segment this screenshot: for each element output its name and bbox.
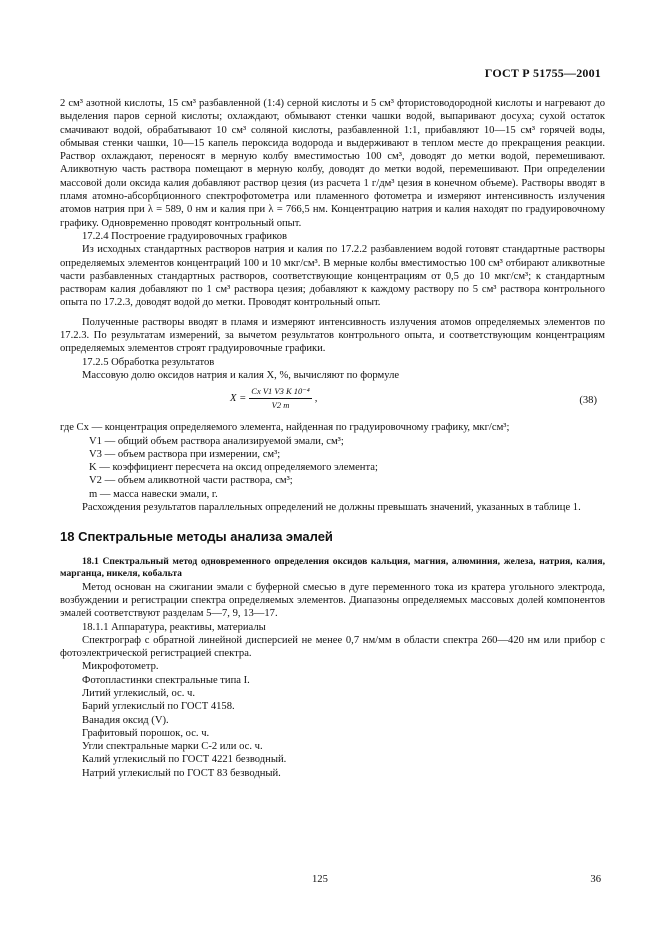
paragraph-method: Метод основан на сжигании эмали с буферной смесью в дуге переменного тока из кратера угольного электрода, возбуждении и регистрации спектра определяемых элементов. Диапазоны определяемых массовых долей компонентов эмалей соответствуют разделам 5—7, 9, 13—17. [60, 581, 605, 620]
material-item: Ванадия оксид (V). [82, 714, 169, 726]
where-item: m — масса навески эмали, г. [89, 488, 218, 500]
paragraph-discrepancy: Расхождения результатов параллельных определений не должны превышать значений, указанных в таблице 1. [82, 502, 581, 514]
subsection-18-1-title: 18.1 Спектральный метод одновременного определения оксидов кальция, магния, алюминия, железа, натрия, калия, марганца, никеля, кобальта [60, 555, 605, 580]
formula-tail: , [314, 393, 318, 405]
material-item: Фотопластинки спектральные типа I. [82, 674, 250, 686]
material-item: Калий углекислый по ГОСТ 4221 безводный. [82, 754, 287, 766]
material-item: Угли спектральные марки С-2 или ос. ч. [82, 741, 263, 753]
where-item: V1 — общий объем раствора анализируемой эмали, см³; [89, 435, 344, 447]
where-item: где Cx — концентрация определяемого элемента, найденная по градуировочному графику, мкг/см³; [60, 422, 510, 434]
paragraph-continuation: 2 см³ азотной кислоты, 15 см³ разбавленной (1:4) серной кислоты и 5 см³ фтористоводородной кислоты и нагревают до выделения паров серной кислоты; охлаждают, обмывают стенки чашки водой, выпаривают досуха; сухой остаток смачивают водой, обрабатывают 10 см³ соляной кислоты, разбавленной 1:1, прибавляют 10—15 см³ горячей воды, обмывая стенки чашки, 10—15 капель пероксида водорода и выдерживают в теплом месте до прекращения реакции. Раствор охлаждают, переносят в мерную колбу вместимостью 100 см³, доводят до метки водой, перемешивают. Аликвотную часть раствора помещают в мерную колбу, доводят до метки водой, перемешивают. При определении массовой доли оксида калия добавляют раствор цезия (из расчета 1 г/дм³ цезия в конечном объеме). Растворы вводят в пламя атомно-абсорбционного спектрофотометра или пламенного фотометра и измеряют интенсивность излучения атомов натрия при λ = 589, 0 нм и калия при λ = 766,5 нм. Концентрацию натрия и калия находят по градуировочному графику. Одновременно проводят контрольный опыт. [60, 98, 605, 229]
formula-block [60, 386, 605, 416]
heading-17-2-5: 17.2.5 Обработка результатов [82, 356, 215, 368]
page-number: 125 [312, 874, 328, 885]
document-body [60, 97, 605, 780]
where-list [60, 421, 605, 501]
sheet-number: 36 [590, 874, 601, 885]
material-item: Барий углекислый по ГОСТ 4158. [82, 701, 235, 713]
heading-18-1-1: 18.1.1 Аппаратура, реактивы, материалы [82, 621, 266, 633]
paragraph-formula-intro: Массовую долю оксидов натрия и калия X, %, вычисляют по формуле [82, 369, 400, 381]
formula-numerator: Cx V1 V3 K 10⁻⁴ [249, 386, 311, 399]
heading-17-2-4: 17.2.4 Построение градуировочных графиков [82, 230, 288, 242]
formula-38 [230, 386, 317, 411]
paragraph-spectrograph: Спектрограф с обратной линейной дисперсией не менее 0,7 нм/мм в области спектра 260—420 нм или прибор с фотоэлектрической регистрацией спектра. [60, 634, 605, 660]
material-item: Литий углекислый, ос. ч. [82, 687, 195, 699]
formula-denominator: V2 m [271, 400, 290, 411]
formula-fraction [249, 386, 311, 411]
standard-header: ГОСТ Р 51755—2001 [484, 66, 601, 80]
formula-lhs: X = [230, 393, 247, 405]
material-item: Микрофотометр. [82, 661, 159, 673]
material-item: Натрий углекислый по ГОСТ 83 безводный. [82, 767, 281, 779]
formula-number: (38) [579, 395, 597, 407]
material-item: Графитовый порошок, ос. ч. [82, 727, 210, 739]
where-item: V3 — объем раствора при измерении, см³; [89, 448, 281, 460]
paragraph-calibration-2: Полученные растворы вводят в пламя и измеряют интенсивность излучения атомов определяемых элементов по 17.2.3. По результатам измерений, за вычетом результатов контрольного опыта, и соответствующим концентрациям определяемых элементов строят градуировочные графики. [60, 316, 605, 355]
section-18-title: 18 Спектральные методы анализа эмалей [60, 529, 333, 545]
where-item: K — коэффициент пересчета на оксид определяемого элемента; [89, 462, 378, 474]
paragraph-calibration: Из исходных стандартных растворов натрия и калия по 17.2.2 разбавлением водой готовят стандартные растворы определяемых элементов концентраций 100 и 10 мкг/см³. В мерные колбы вместимостью 100 см³ отбирают аликвотные части разбавленных стандартных растворов, соответствующие концентрациям от 0,5 до 10 мкг/см³; к стандартным растворам калия добавляют по 1 см³ раствора цезия; добавляют к каждому раствору по 5 см³ раствора контрольного опыта по 17.2.3, доводят водой до метки. Проводят контрольный опыт. [60, 244, 605, 309]
where-item: V2 — объем аликвотной части раствора, см³; [89, 475, 293, 487]
